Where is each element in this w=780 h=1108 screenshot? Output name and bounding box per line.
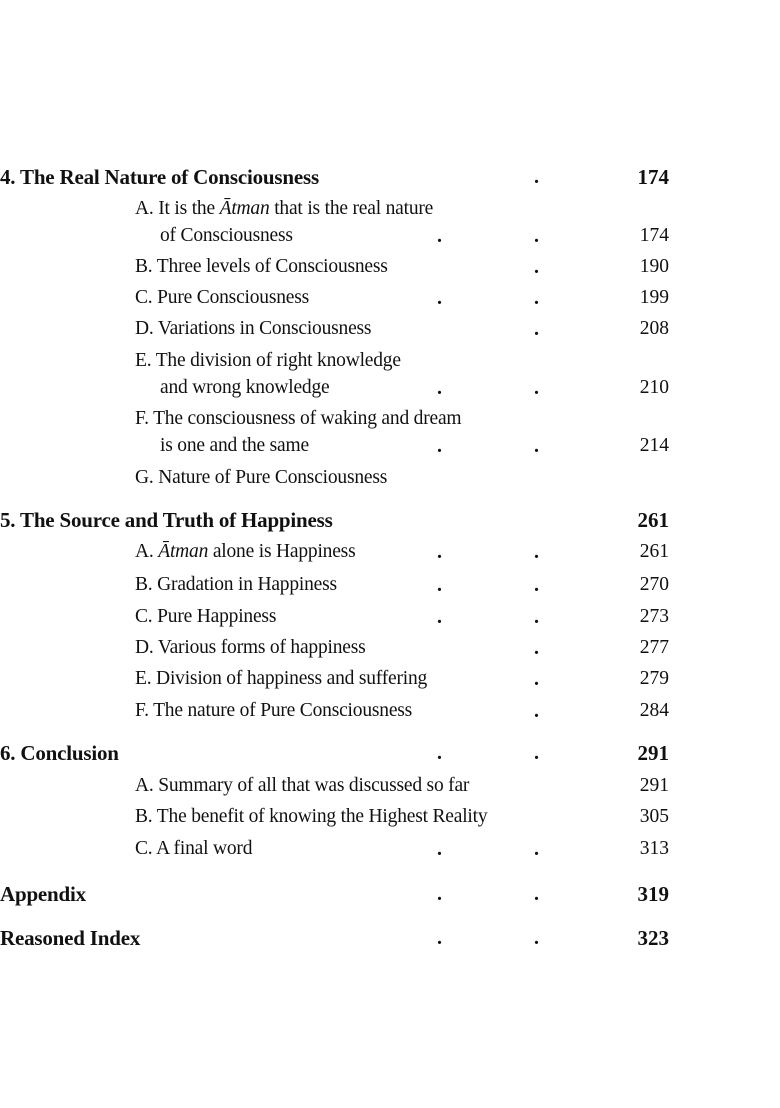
page-number: 284 xyxy=(639,700,669,721)
leader-dot: . xyxy=(534,637,539,659)
leader-dot: . xyxy=(437,927,442,949)
entry-title-part: D. Various forms of happiness xyxy=(135,637,366,658)
toc-heading-entry xyxy=(0,880,780,908)
entry-title xyxy=(0,880,86,908)
entry-title-part: Appendix xyxy=(0,882,86,906)
entry-title xyxy=(135,571,337,599)
entry-title-part: Reasoned Index xyxy=(0,926,141,950)
entry-title-part: C. A final word xyxy=(135,838,253,859)
toc-subentry xyxy=(0,405,780,433)
entry-title xyxy=(135,195,433,223)
toc-subentry xyxy=(0,634,780,662)
entry-title xyxy=(135,464,387,492)
entry-title-part: F. The nature of Pure Consciousness xyxy=(135,700,413,721)
leader-dot: . xyxy=(534,541,539,563)
entry-title xyxy=(0,924,140,952)
entry-title xyxy=(0,506,333,534)
entry-title xyxy=(135,315,371,343)
entry-title-part: 6. Conclusion xyxy=(0,741,119,765)
toc-heading-entry xyxy=(0,506,780,534)
entry-title-part: that is the real nature xyxy=(269,198,434,219)
toc-entry-continuation xyxy=(0,432,780,460)
entry-title-italic: Ātman xyxy=(219,198,270,219)
toc-subentry xyxy=(0,464,780,492)
toc-subentry xyxy=(0,803,780,831)
entry-title-part: B. Three levels of Consciousness xyxy=(135,256,388,277)
page-number: 323 xyxy=(637,926,669,950)
entry-title-part: C. Pure Consciousness xyxy=(135,287,310,308)
entry-title-part: is one and the same xyxy=(160,435,309,456)
toc-subentry xyxy=(0,315,780,343)
entry-title-part: of Consciousness xyxy=(160,225,293,246)
leader-dot: . xyxy=(534,256,539,278)
entry-title xyxy=(160,222,293,250)
page-number: 190 xyxy=(639,256,669,277)
toc-entry-continuation xyxy=(0,222,780,250)
entry-title xyxy=(160,374,330,402)
entry-title xyxy=(0,739,119,767)
leader-dot: . xyxy=(437,574,442,596)
entry-title xyxy=(135,347,401,375)
leader-dot: . xyxy=(534,574,539,596)
toc-subentry xyxy=(0,772,780,800)
leader-dot: . xyxy=(437,883,442,905)
leader-dot: . xyxy=(437,606,442,628)
entry-title-part: A. It is the xyxy=(135,198,220,219)
toc-subentry xyxy=(0,347,780,375)
entry-title-part: B. Gradation in Happiness xyxy=(135,574,337,595)
entry-title-part: C. Pure Happiness xyxy=(135,606,277,627)
leader-dot: . xyxy=(534,668,539,690)
entry-title xyxy=(0,163,319,191)
entry-title xyxy=(135,603,276,631)
entry-title xyxy=(135,405,461,433)
leader-dot: . xyxy=(437,541,442,563)
leader-dot: . xyxy=(534,377,539,399)
leader-dot: . xyxy=(534,927,539,949)
leader-dot: . xyxy=(534,883,539,905)
leader-dot: . xyxy=(534,225,539,247)
toc-subentry xyxy=(0,665,780,693)
toc-heading-entry xyxy=(0,739,780,767)
leader-dot: . xyxy=(534,700,539,722)
entry-title xyxy=(135,634,366,662)
toc-heading-entry xyxy=(0,163,780,191)
entry-title xyxy=(160,432,309,460)
leader-dot: . xyxy=(437,287,442,309)
leader-dot: . xyxy=(437,742,442,764)
page-number: 214 xyxy=(639,435,669,456)
entry-title-part: E. The division of right knowledge xyxy=(135,350,401,371)
toc-entry-continuation xyxy=(0,374,780,402)
page-number: 270 xyxy=(639,574,669,595)
entry-title-part: alone is Happiness xyxy=(208,541,356,562)
page-number: 261 xyxy=(637,508,669,532)
toc-subentry xyxy=(0,603,780,631)
leader-dot: . xyxy=(534,838,539,860)
toc-subentry xyxy=(0,284,780,312)
entry-title-part: G. Nature of Pure Consciousness xyxy=(135,467,388,488)
entry-title-part: E. Division of happiness and suffering xyxy=(135,668,428,689)
leader-dot: . xyxy=(437,838,442,860)
page-number: 199 xyxy=(639,287,669,308)
leader-dot: . xyxy=(437,377,442,399)
page-number: 291 xyxy=(637,741,669,765)
entry-title xyxy=(135,835,252,863)
entry-title xyxy=(135,253,388,281)
page-number: 313 xyxy=(639,838,669,859)
entry-title-part: 5. The Source and Truth of Happiness xyxy=(0,508,333,532)
leader-dot: . xyxy=(437,225,442,247)
page-number: 305 xyxy=(639,806,669,827)
entry-title xyxy=(135,772,469,800)
entry-title-italic: Ātman xyxy=(158,541,209,562)
entry-title-part: A. Summary of all that was discussed so far xyxy=(135,775,470,796)
toc-subentry xyxy=(0,835,780,863)
leader-dot: . xyxy=(437,435,442,457)
page-number: 277 xyxy=(639,637,669,658)
entry-title xyxy=(135,284,309,312)
entry-title-part: A. xyxy=(135,541,159,562)
entry-title-part: D. Variations in Consciousness xyxy=(135,318,372,339)
leader-dot: . xyxy=(534,287,539,309)
page-number: 291 xyxy=(639,775,669,796)
leader-dot: . xyxy=(534,606,539,628)
entry-title xyxy=(135,538,355,566)
entry-title xyxy=(135,697,412,725)
toc-subentry xyxy=(0,195,780,223)
page-number: 273 xyxy=(639,606,669,627)
page-number: 261 xyxy=(639,541,669,562)
entry-title xyxy=(135,665,427,693)
leader-dot: . xyxy=(534,742,539,764)
leader-dot: . xyxy=(534,318,539,340)
page-number: 319 xyxy=(637,882,669,906)
entry-title-part: F. The consciousness of waking and dream xyxy=(135,408,462,429)
entry-title-part: B. The benefit of knowing the Highest Reality xyxy=(135,806,488,827)
entry-title-part: and wrong knowledge xyxy=(160,377,330,398)
toc-subentry xyxy=(0,253,780,281)
page-number: 174 xyxy=(639,225,669,246)
page-number: 279 xyxy=(639,668,669,689)
toc-subentry xyxy=(0,697,780,725)
leader-dot: . xyxy=(534,166,539,188)
entry-title-part: 4. The Real Nature of Consciousness xyxy=(0,165,319,189)
leader-dot: . xyxy=(534,435,539,457)
toc-subentry xyxy=(0,571,780,599)
toc-heading-entry xyxy=(0,924,780,952)
toc-subentry xyxy=(0,538,780,566)
page-number: 210 xyxy=(639,377,669,398)
page-number: 174 xyxy=(637,165,669,189)
page-number: 208 xyxy=(639,318,669,339)
entry-title xyxy=(135,803,487,831)
